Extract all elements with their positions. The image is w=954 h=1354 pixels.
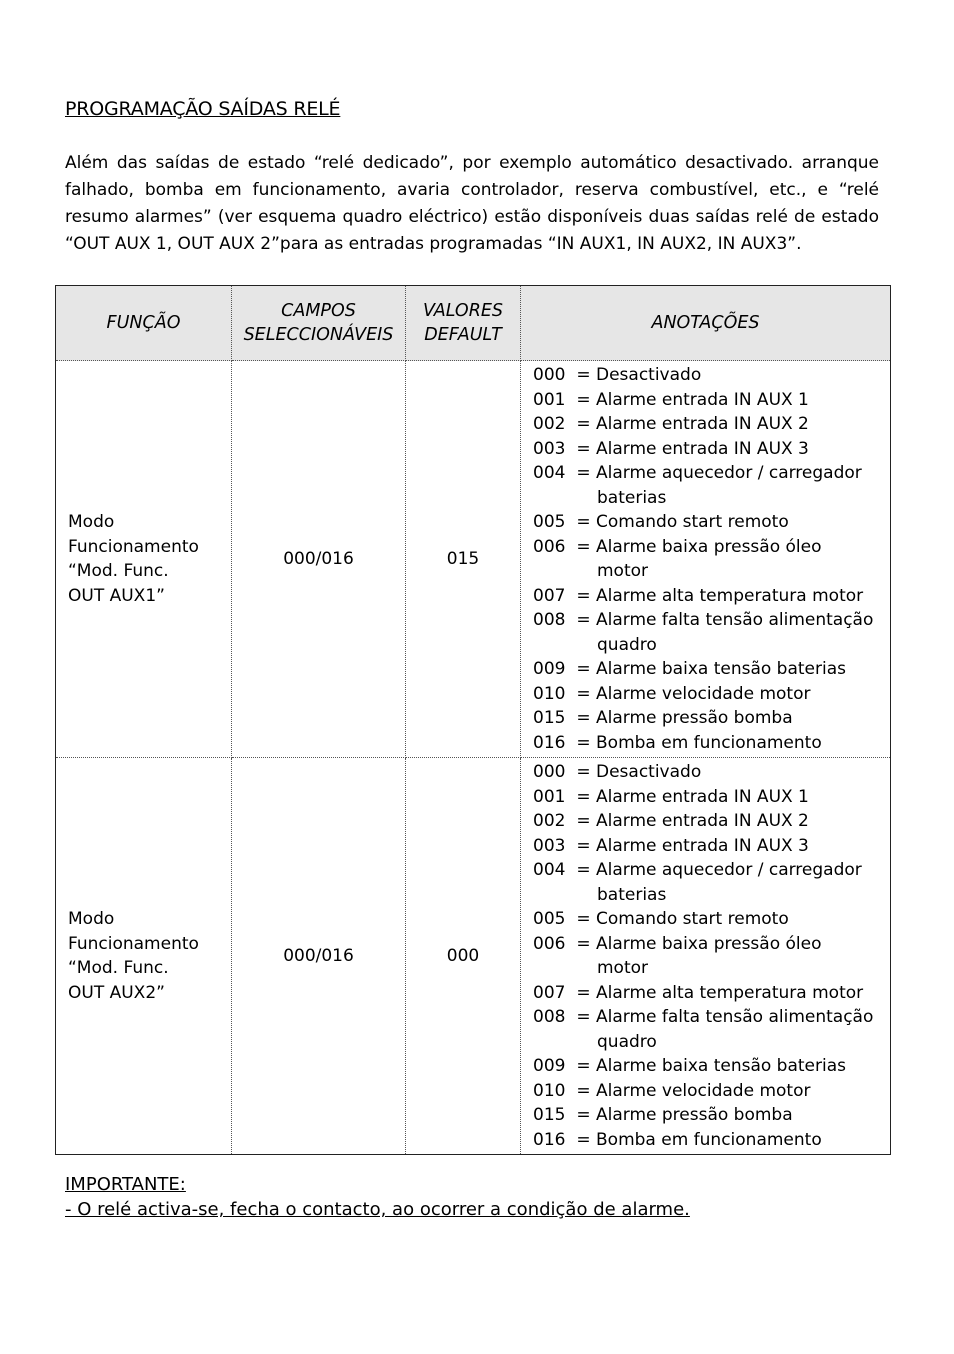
note-item: 007 = Alarme alta temperatura motor [533,982,864,1003]
note-item: 015 = Alarme pressão bomba [533,708,793,728]
note-item: 003 = Alarme entrada IN AUX 3 [533,835,809,856]
campos-cell: 000/016 [232,758,406,1155]
note-item: 002 = Alarme entrada IN AUX 2 [533,414,809,434]
note-item: 009 = Alarme baixa tensão baterias [533,659,846,679]
note-item: 007 = Alarme alta temperatura motor [533,585,864,606]
note-continuation: quadro [597,1031,657,1052]
note-item: 006 = Alarme baixa pressão óleo [533,536,822,557]
header-campos: CAMPOS SELECCIONÁVEIS [232,286,406,361]
campos-cell: 000/016 [232,361,406,758]
notes-cell [521,361,891,758]
intro-paragraph: Além das saídas de estado “relé dedicado”, por exemplo automático desactivado. arranque falhado, bomba em funcionamento, avaria controlador, reserva combustível, etc., e “relé resumo alarmes” (ver esquema quadro eléctrico) estão disponíveis duas saídas relé de estado “OUT AUX 1, OUT AUX 2”para as entradas programadas “IN AUX1, IN AUX2, IN AUX3”. [65,153,879,254]
important-label: IMPORTANTE: [65,1174,186,1195]
note-item: 001 = Alarme entrada IN AUX 1 [533,389,809,410]
notes-cell [521,758,891,1155]
note-item: 010 = Alarme velocidade motor [533,683,811,704]
function-cell: Modo Funcionamento “Mod. Func. OUT AUX1” [56,361,232,758]
note-item: 009 = Alarme baixa tensão baterias [533,1056,846,1076]
header-anotacoes: ANOTAÇÕES [521,286,891,361]
note-item: 002 = Alarme entrada IN AUX 2 [533,811,809,831]
default-cell: 000 [406,758,521,1155]
note-item: 001 = Alarme entrada IN AUX 1 [533,786,809,807]
note-item: 005 = Comando start remoto [533,512,789,532]
header-funcao: FUNÇÃO [56,286,232,361]
note-continuation: baterias [597,884,667,905]
note-item: 004 = Alarme aquecedor / carregador [533,860,862,880]
note-item: 000 = Desactivado [533,762,702,782]
table-row [56,758,891,1155]
note-item: 015 = Alarme pressão bomba [533,1105,793,1125]
note-continuation: motor [597,561,649,581]
note-item: 005 = Comando start remoto [533,909,789,929]
table-header-row [56,286,891,361]
note-item: 016 = Bomba em funcionamento [533,1129,822,1150]
note-item: 006 = Alarme baixa pressão óleo [533,933,822,954]
note-item: 000 = Desactivado [533,365,702,385]
note-item: 004 = Alarme aquecedor / carregador [533,463,862,483]
note-item: 010 = Alarme velocidade motor [533,1080,811,1101]
note-item: 016 = Bomba em funcionamento [533,732,822,753]
note-continuation: baterias [597,487,667,508]
note-continuation: motor [597,958,649,978]
page-title: PROGRAMAÇÃO SAÍDAS RELÉ [65,98,341,120]
note-continuation: quadro [597,634,657,655]
relay-programming-table [55,285,891,1155]
table-row [56,361,891,758]
important-text: - O relé activa-se, fecha o contacto, ao ocorrer a condição de alarme. [65,1199,690,1220]
default-cell: 015 [406,361,521,758]
note-item: 008 = Alarme falta tensão alimentação [533,610,874,630]
function-cell: Modo Funcionamento “Mod. Func. OUT AUX2” [56,758,232,1155]
note-item: 003 = Alarme entrada IN AUX 3 [533,438,809,459]
important-note [65,1172,690,1222]
note-item: 008 = Alarme falta tensão alimentação [533,1007,874,1027]
header-valores: VALORES DEFAULT [406,286,521,361]
